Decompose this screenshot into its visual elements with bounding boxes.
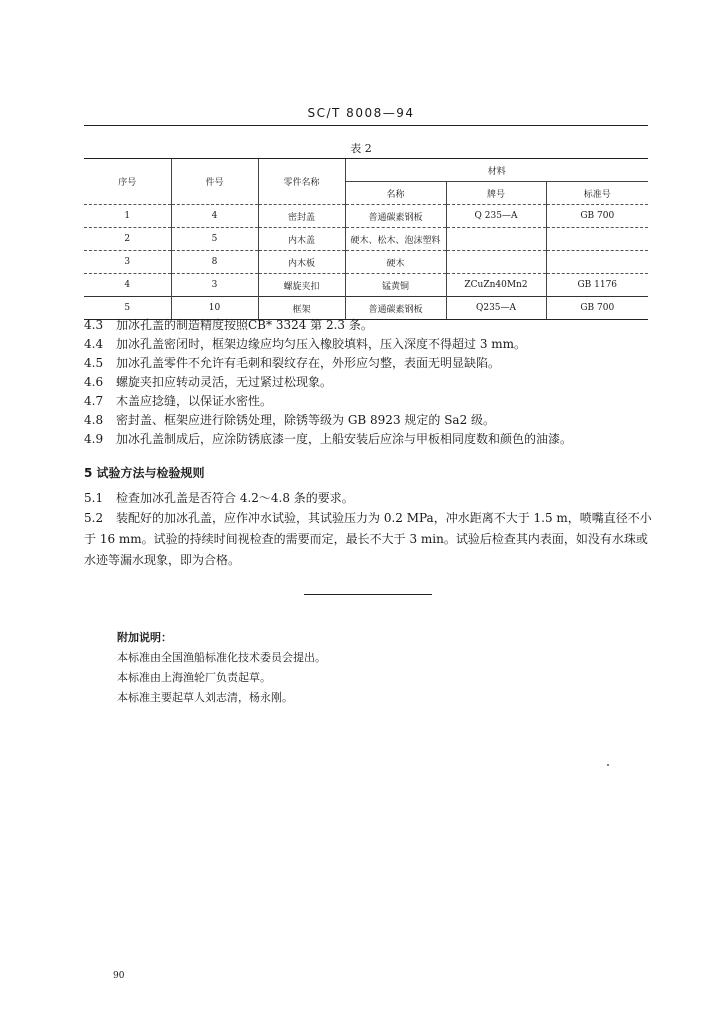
clause-number: 5.1 [84, 491, 104, 505]
notes-title: 附加说明： [117, 631, 172, 644]
end-rule [304, 594, 432, 595]
cell-part-name: 内木盖 [258, 228, 345, 251]
cell-seq: 4 [84, 274, 171, 297]
cell-part-no: 3 [171, 274, 258, 297]
additional-notes [117, 628, 326, 708]
table-row [84, 205, 648, 228]
cell-mat-std: GB 700 [546, 205, 648, 228]
header-seq: 序号 [84, 159, 171, 205]
clause-text: 加冰孔盖零件不允许有毛刺和裂纹存在，外形应匀整，表面无明显缺陷。 [116, 356, 501, 370]
cell-seq: 2 [84, 228, 171, 251]
cell-mat-name: 硬木、松木、泡沫塑料 [345, 228, 446, 251]
page-number: 90 [113, 971, 125, 981]
cell-part-name: 内木板 [258, 251, 345, 274]
cell-part-no: 10 [171, 297, 258, 320]
cell-seq: 3 [84, 251, 171, 274]
scan-speck [607, 764, 609, 766]
header-mat-std: 标准号 [546, 182, 648, 205]
cell-mat-grade: Q 235—A [446, 205, 546, 228]
clause-4-8 [84, 411, 654, 430]
clause-text: 螺旋夹扣应转动灵活，无过紧过松现象。 [116, 375, 333, 389]
cell-mat-grade [446, 228, 546, 251]
clause-number: 4.7 [84, 394, 104, 408]
cell-seq: 5 [84, 297, 171, 320]
clause-number: 4.8 [84, 413, 104, 427]
notes-line: 本标准由上海渔轮厂负责起草。 [117, 671, 271, 684]
cell-mat-std: GB 700 [546, 297, 648, 320]
cell-part-name: 框架 [258, 297, 345, 320]
cell-part-no: 4 [171, 205, 258, 228]
section-5-heading: 5 试验方法与检验规则 [84, 466, 205, 480]
cell-mat-name: 锰黄铜 [345, 274, 446, 297]
clause-4-4 [84, 335, 654, 354]
cell-mat-std: GB 1176 [546, 274, 648, 297]
table-row [84, 228, 648, 251]
clause-number: 4.6 [84, 375, 104, 389]
cell-seq: 1 [84, 205, 171, 228]
clause-text: 加冰孔盖密闭时，框架边缘应均匀压入橡胶填料，压入深度不得超过 3 mm。 [116, 337, 527, 351]
clause-number: 4.3 [84, 318, 104, 332]
clause-5-2 [84, 508, 654, 571]
clause-4-3 [84, 316, 654, 335]
cell-mat-name: 普通碳素钢板 [345, 297, 446, 320]
clause-number: 5.2 [84, 511, 104, 525]
cell-mat-grade: Q235—A [446, 297, 546, 320]
cell-mat-std [546, 251, 648, 274]
clause-text: 木盖应捻缝，以保证水密性。 [116, 394, 273, 408]
clause-text: 检查加冰孔盖是否符合 4.2～4.8 条的要求。 [116, 491, 354, 505]
clause-4-7 [84, 392, 654, 411]
clause-text: 装配好的加冰孔盖，应作冲水试验，其试验压力为 0.2 MPa，冲水距离不大于 1.5 m，喷嘴直径不小于 16 mm。试验的持续时间视检查的需要而定，最长不大于 3 min。试验后检查其内表面，如没有水珠或水迹等漏水现象，即为合格。 [84, 511, 652, 567]
clause-text: 加冰孔盖的制造精度按照CB* 3324 第 2.3 条。 [116, 318, 373, 332]
clause-4-5 [84, 354, 654, 373]
cell-mat-name: 硬木 [345, 251, 446, 274]
clause-text: 密封盖、框架应进行除锈处理，除锈等级为 GB 8923 规定的 Sa2 级。 [116, 413, 496, 427]
notes-line: 本标准由全国渔船标准化技术委员会提出。 [117, 651, 326, 664]
header-material: 材料 [345, 159, 648, 182]
standard-number-header: SC/T 8008—94 [307, 106, 415, 120]
cell-part-no: 5 [171, 228, 258, 251]
clause-5-1 [84, 488, 654, 509]
header-rule [84, 125, 648, 126]
cell-mat-name: 普通碳素钢板 [345, 205, 446, 228]
clause-number: 4.9 [84, 432, 104, 446]
clause-4-9 [84, 430, 654, 449]
clause-number: 4.5 [84, 356, 104, 370]
notes-line: 本标准主要起草人刘志清，杨永刚。 [117, 691, 293, 704]
header-part-name: 零件名称 [258, 159, 345, 205]
header-mat-grade: 牌号 [446, 182, 546, 205]
cell-part-name: 密封盖 [258, 205, 345, 228]
clause-4-6 [84, 373, 654, 392]
cell-part-name: 螺旋夹扣 [258, 274, 345, 297]
cell-mat-grade [446, 251, 546, 274]
cell-mat-std [546, 228, 648, 251]
clause-text: 加冰孔盖制成后，应涂防锈底漆一度，上船安装后应涂与甲板相同度数和颜色的油漆。 [116, 432, 573, 446]
table-row [84, 251, 648, 274]
table-caption: 表 2 [350, 142, 372, 155]
table-header-row [84, 159, 648, 182]
materials-table [84, 158, 648, 320]
cell-mat-grade: ZCuZn40Mn2 [446, 274, 546, 297]
table-row [84, 274, 648, 297]
header-mat-name: 名称 [345, 182, 446, 205]
clause-number: 4.4 [84, 337, 104, 351]
header-part-no: 件号 [171, 159, 258, 205]
cell-part-no: 8 [171, 251, 258, 274]
